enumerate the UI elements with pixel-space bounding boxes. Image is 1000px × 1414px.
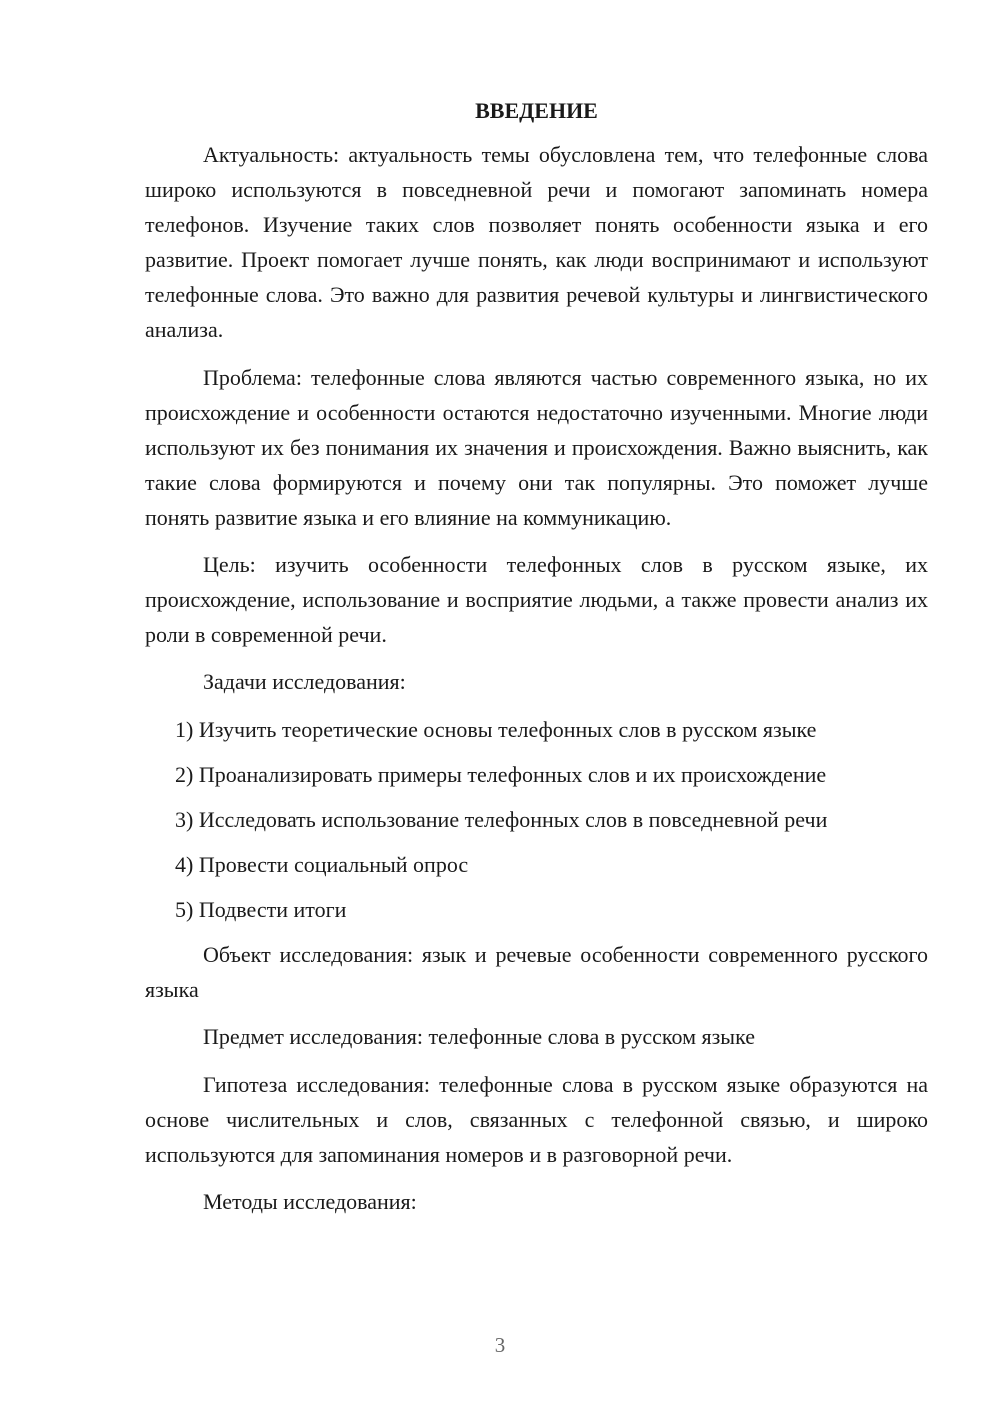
- tasks-list: [145, 712, 928, 927]
- task-item: 1) Изучить теоретические основы телефонных слов в русском языке: [175, 717, 817, 742]
- page-number: 3: [494, 1333, 506, 1357]
- problem-paragraph: Проблема: телефонные слова являются частью современного языка, но их происхождение и особенности остаются недостаточно изученными. Многие люди используют их без понимания их значения и происхождения. Важно выяснить, как такие слова формируются и почему они так популярны. Это поможет лучше понять развитие языка и его влияние на коммуникацию.: [145, 365, 928, 530]
- task-item: 5) Подвести итоги: [175, 897, 347, 922]
- hypothesis-paragraph: Гипотеза исследования: телефонные слова в русском языке образуются на основе числительных и слов, связанных с телефонной связью, и широко используются для запоминания номеров и в разговорной речи.: [145, 1072, 928, 1167]
- object-paragraph: Объект исследования: язык и речевые особенности современного русского языка: [145, 942, 928, 1002]
- subject-paragraph: Предмет исследования: телефонные слова в русском языке: [203, 1024, 755, 1049]
- relevance-paragraph: Актуальность: актуальность темы обусловлена тем, что телефонные слова широко используются в повседневной речи и помогают запоминать номера телефонов. Изучение таких слов позволяет понять особенности языка и его развитие. Проект помогает лучше понять, как люди воспринимают и используют телефонные слова. Это важно для развития речевой культуры и лингвистического анализа.: [145, 142, 928, 342]
- section-heading: ВВЕДЕНИЕ: [475, 98, 598, 123]
- task-item: 4) Провести социальный опрос: [175, 852, 469, 877]
- methods-intro: Методы исследования:: [203, 1189, 417, 1214]
- task-item: 3) Исследовать использование телефонных слов в повседневной речи: [175, 807, 828, 832]
- page-content: [145, 95, 928, 1232]
- task-item: 2) Проанализировать примеры телефонных слов и их происхождение: [175, 762, 827, 787]
- goal-paragraph: Цель: изучить особенности телефонных слов в русском языке, их происхождение, использование и восприятие людьми, а также провести анализ их роли в современной речи.: [145, 552, 928, 647]
- tasks-intro: Задачи исследования:: [203, 669, 406, 694]
